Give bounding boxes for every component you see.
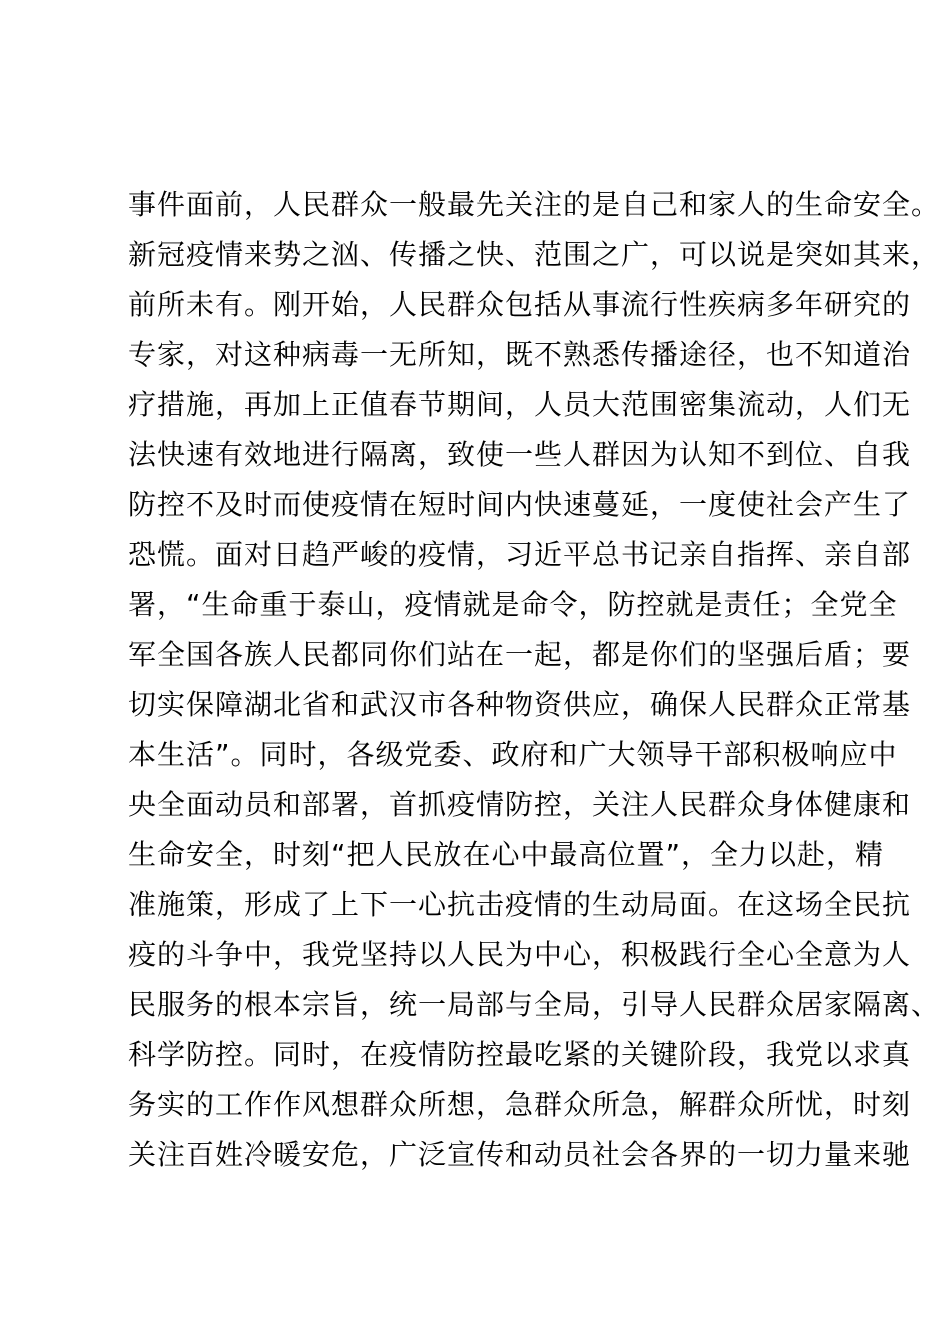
- text-line-17: 民服务的根本宗旨，统一局部与全局，引导人民群众居家隔离、: [128, 988, 941, 1021]
- text-line-13: 央全面动员和部署，首抓疫情防控，关注人民群众身体健康和: [128, 788, 912, 821]
- text-line-10: 军全国各族人民都同你们站在一起，都是你们的坚强后盾；要: [128, 638, 912, 671]
- body-text: [128, 180, 941, 1180]
- text-line-7: 防控不及时而使疫情在短时间内快速蔓延，一度使社会产生了: [128, 488, 912, 521]
- text-line-15: 准施策，形成了上下一心抗击疫情的生动局面。在这场全民抗: [128, 888, 912, 921]
- text-line-4: 专家，对这种病毒一无所知，既不熟悉传播途径，也不知道治: [128, 338, 912, 371]
- text-line-12: 本生活”。同时，各级党委、政府和广大领导干部积极响应中: [128, 738, 898, 771]
- text-line-16: 疫的斗争中，我党坚持以人民为中心，积极践行全心全意为人: [128, 938, 912, 971]
- text-line-6: 法快速有效地进行隔离，致使一些人群因为认知不到位、自我: [128, 438, 912, 471]
- text-line-19: 务实的工作作风想群众所想，急群众所急，解群众所忧，时刻: [128, 1088, 912, 1121]
- text-line-5: 疗措施，再加上正值春节期间，人员大范围密集流动，人们无: [128, 388, 912, 421]
- text-line-14: 生命安全，时刻“把人民放在心中最高位置”，全力以赴，精: [128, 838, 885, 871]
- text-line-1: 事件面前，人民群众一般最先关注的是自己和家人的生命安全。: [128, 188, 941, 221]
- text-line-9: 署，“生命重于泰山，疫情就是命令，防控就是责任；全党全: [128, 588, 898, 621]
- text-line-11: 切实保障湖北省和武汉市各种物资供应，确保人民群众正常基: [128, 688, 912, 721]
- text-line-2: 新冠疫情来势之汹、传播之快、范围之广，可以说是突如其来，: [128, 238, 941, 271]
- text-line-3: 前所未有。刚开始，人民群众包括从事流行性疾病多年研究的: [128, 288, 912, 321]
- text-line-18: 科学防控。同时，在疫情防控最吃紧的关键阶段，我党以求真: [128, 1038, 912, 1071]
- text-line-20: 关注百姓冷暖安危，广泛宣传和动员社会各界的一切力量来驰: [128, 1138, 912, 1171]
- text-line-8: 恐慌。面对日趋严峻的疫情，习近平总书记亲自指挥、亲自部: [128, 538, 912, 571]
